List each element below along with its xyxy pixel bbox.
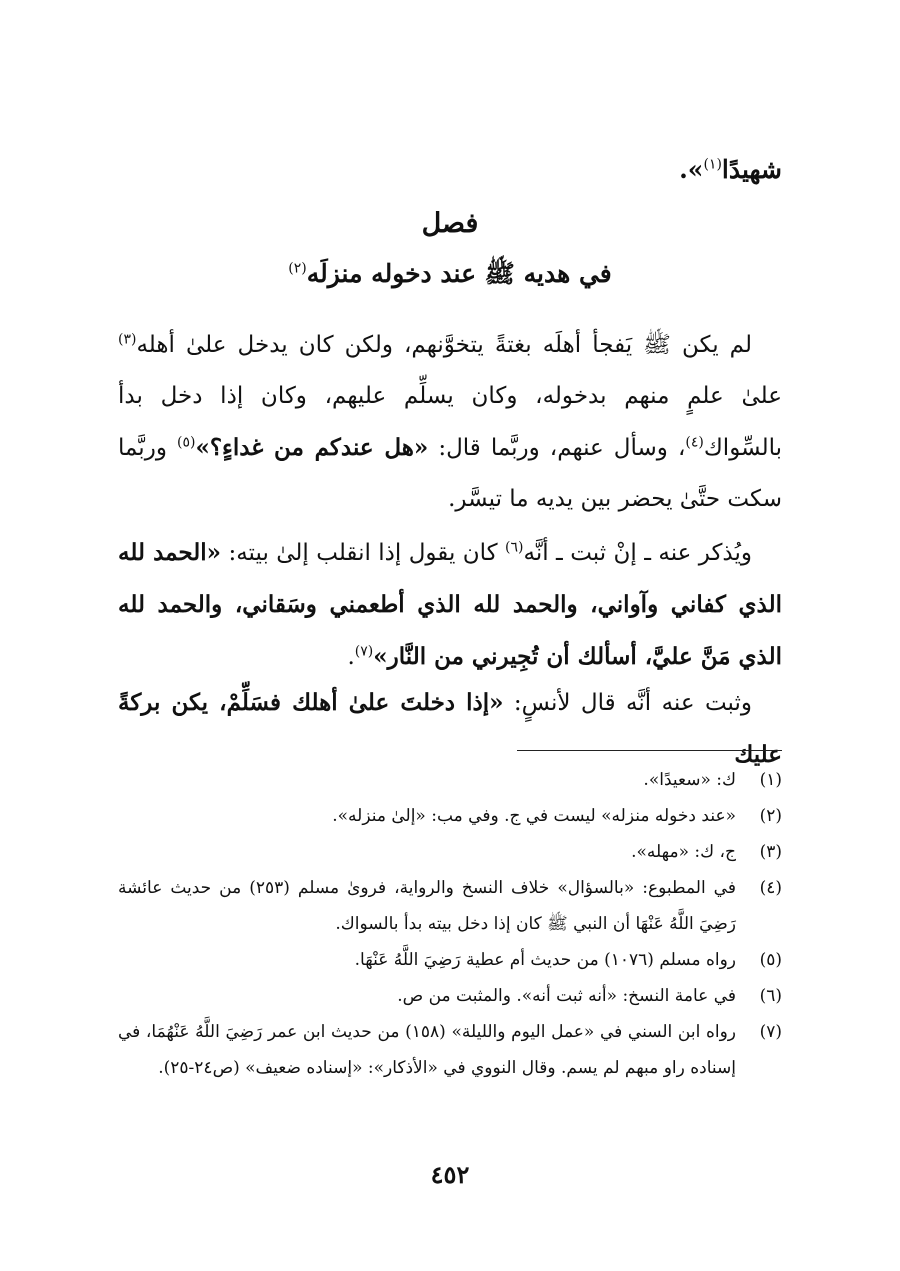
footnote-ref[interactable]: (٧) <box>354 643 374 660</box>
paragraph-text: وربَّما سكت حتَّىٰ يحضر بين يديه ما تيسَّر. <box>118 435 782 512</box>
footnote-number: (٢) <box>759 806 782 826</box>
footnote-item <box>118 1014 782 1086</box>
chapter-subtitle-text: في هديه ﷺ عند دخوله منزلَه <box>306 259 612 288</box>
footnote-item <box>118 798 782 834</box>
footnote-item <box>118 942 782 978</box>
paragraph-text: لم يكن ﷺ يَفجأ أهلَه بغتةً يتخوَّنهم، ولكن كان يدخل علىٰ أهله <box>136 332 752 358</box>
footnote-number: (٦) <box>759 986 782 1006</box>
footnote-text: رواه ابن السني في «عمل اليوم والليلة» (١٥٨) من حديث ابن عمر رَضِيَ اللَّهُ عَنْهُمَا، في إسناده راو مبهم لم يسم. وقال النووي في «الأذكار»: «إسناده ضعيف» (ص٢٤-٢٥). <box>118 1022 736 1078</box>
footnote-item <box>118 762 782 798</box>
footnote-ref[interactable]: (٣) <box>118 331 137 348</box>
paragraph-text: علىٰ علمٍ منهم بدخوله، وكان يسلِّم عليهم، وكان إذا دخل بدأ بالسِّواك <box>118 383 783 461</box>
footnote-item <box>118 834 782 870</box>
hadith-quote: «هل عندكم من غداءٍ؟» <box>195 434 429 461</box>
footnote-number: (١) <box>759 770 782 790</box>
footnote-text: ج، ك: «مهله». <box>631 842 736 862</box>
paragraph-1 <box>118 320 782 525</box>
paragraph-text: وثبت عنه أنَّه قال لأنسٍ: <box>503 690 753 716</box>
footnote-text: في عامة النسخ: «أنه ثبت أنه». والمثبت من ص. <box>397 986 736 1006</box>
page-number: ٤٥٢ <box>430 1160 470 1189</box>
hadith-quote: «إذا دخلتَ علىٰ أهلك فسَلِّمْ، يكن بركةً عليك <box>118 689 782 768</box>
chapter-subtitle <box>0 258 900 295</box>
footnote-item <box>118 870 782 942</box>
footnote-item <box>118 978 782 1014</box>
footnote-ref[interactable]: (٤) <box>685 434 704 451</box>
footnote-ref[interactable]: (٦) <box>505 539 524 556</box>
paragraph-text: . <box>347 644 355 670</box>
footnote-text: «عند دخوله منزله» ليست في ج. وفي مب: «إلىٰ منزله». <box>332 806 736 826</box>
footnote-number: (٣) <box>759 842 782 862</box>
paragraph-text: كان يقول إذا انقلب إلىٰ بيته: <box>221 540 506 566</box>
footnote-ref[interactable]: (٢) <box>288 260 307 277</box>
footnote-number: (٤) <box>759 878 782 898</box>
continued-quote-end <box>118 150 782 190</box>
paragraph-text: ، وسأل عنهم، وربَّما قال: <box>428 435 686 461</box>
dua-quote: «الحمد لله الذي كفاني وآواني، والحمد لله الذي أطعمني وسَقاني، والحمد لله الذي مَنَّ عليَّ، أسألك أن تُجِيرني من النَّار» <box>118 539 782 670</box>
continued-quote-close: ». <box>679 155 704 184</box>
continued-quote-text: شهيدًا <box>721 155 782 184</box>
footnote-text: رواه مسلم (١٠٧٦) من حديث أم عطية رَضِيَ اللَّهُ عَنْهَا. <box>354 950 736 970</box>
paragraph-2 <box>118 527 782 683</box>
footnote-text: ك: «سعيدًا». <box>643 770 736 790</box>
footnote-ref[interactable]: (٥) <box>176 434 196 451</box>
footnote-number: (٧) <box>759 1022 782 1042</box>
footnote-ref[interactable]: (١) <box>703 156 722 173</box>
paragraph-text: ويُذكر عنه ـ إنْ ثبت ـ أنَّه <box>523 540 753 566</box>
footnote-number: (٥) <box>759 950 782 970</box>
footnotes-list <box>118 762 782 1086</box>
chapter-title: فصل <box>421 208 479 239</box>
footnote-separator <box>517 750 782 751</box>
footnote-text: في المطبوع: «بالسؤال» خلاف النسخ والرواية، فروىٰ مسلم (٢٥٣) من حديث عائشة رَضِيَ اللَّهُ عَنْهَا أن النبي ﷺ كان إذا دخل بيته بدأ بالسواك. <box>118 878 736 934</box>
